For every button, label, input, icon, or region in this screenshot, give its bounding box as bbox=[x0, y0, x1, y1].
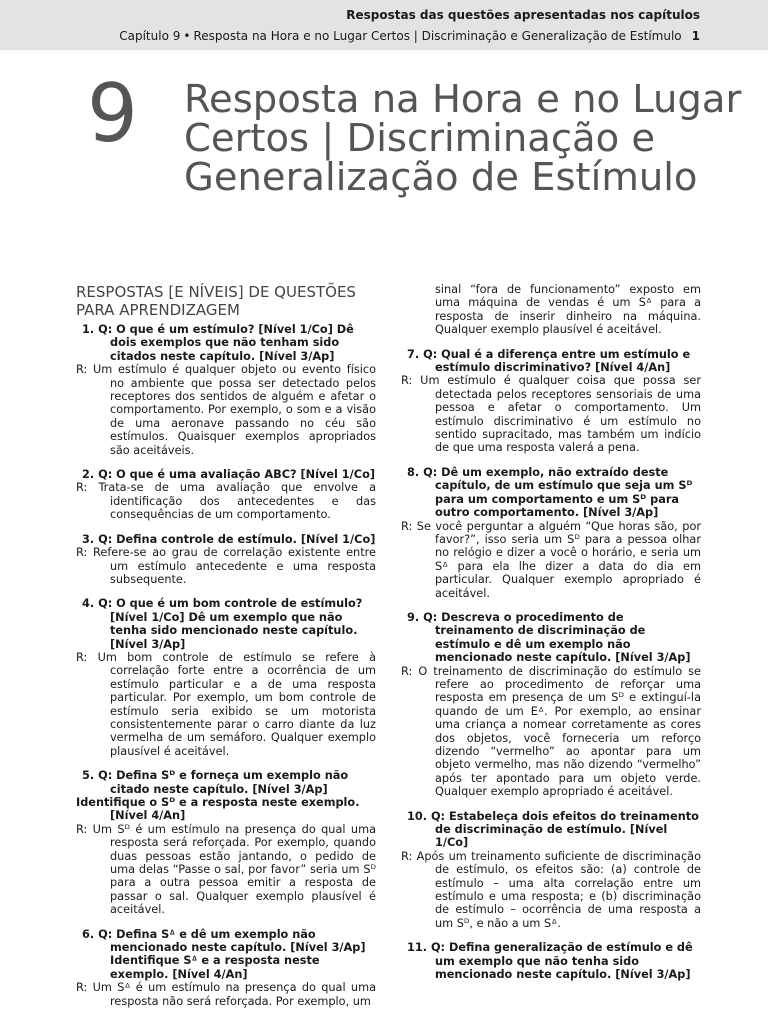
question-3: 3. Q: Defina controle de estímulo. [Nível 1/Co] bbox=[82, 532, 376, 546]
question-4: 4. Q: O que é um bom controle de estímulo? [Nível 1/Co] Dê um exemplo que não tenha sido mencionado neste capítulo. [Nível 3/Ap] bbox=[82, 597, 363, 651]
running-header-chapter bbox=[119, 29, 700, 43]
question-8: 8. Q: Dê um exemplo, não extraído deste capítulo, de um estímulo que seja um Sᴰ para um comportamento e um Sᴰ para outro comportamento. [Nível 3/Ap] bbox=[407, 465, 693, 520]
question-10: 10. Q: Estabeleça dois efeitos do treinamento de discriminação de estímulo. [Nível 1/Co] bbox=[407, 809, 699, 850]
qa-item-2 bbox=[76, 468, 376, 522]
qa-item-11 bbox=[401, 941, 701, 981]
answer-3: R: Refere-se ao grau de correlação existente entre um estímulo antecedente e uma resposta subsequente. bbox=[76, 546, 376, 586]
qa-item-4 bbox=[76, 597, 376, 758]
left-column bbox=[76, 283, 376, 1019]
chapter-number: 9 bbox=[87, 67, 138, 160]
header-bullet: • bbox=[183, 29, 191, 43]
qa-item-1 bbox=[76, 323, 376, 457]
question-9: 9. Q: Descreva o procedimento de treinamento de discriminação de estímulo e dê um exemplo não mencionado neste capítulo. [Nível 3/Ap] bbox=[407, 610, 691, 665]
answer-2: R: Trata-se de uma avaliação que envolve a identificação dos antecedentes e das consequências de um comportamento. bbox=[76, 481, 376, 522]
question-5-part-2: Identifique o Sᴰ e a resposta neste exemplo. [Nível 4/An] bbox=[76, 796, 360, 823]
running-header-title: Respostas das questões apresentadas nos capítulos bbox=[346, 8, 700, 22]
qa-item-9 bbox=[401, 611, 701, 799]
header-chapter-ref: Capítulo 9 bbox=[119, 29, 181, 43]
answer-8: R: Se você perguntar a alguém “Que horas são, por favor?”, isso seria um Sᴰ para a pessoa olhar no relógio e dizer a você o horário, e seria um Sᐞ para ela lhe dizer a data do dia em particular. Qualquer exemplo apropriado é aceitável. bbox=[401, 519, 701, 600]
qa-item-5 bbox=[76, 769, 376, 916]
question-1: 1. Q: O que é um estímulo? [Nível 1/Co] Dê dois exemplos que não tenham sido citados neste capítulo. [Nível 3/Ap] bbox=[82, 323, 354, 363]
question-6: 6. Q: Defina Sᐞ e dê um exemplo não mencionado neste capítulo. [Nível 3/Ap] Identifique Sᐞ e a resposta neste exemplo. [Nível 4/An] bbox=[82, 927, 366, 981]
qa-item-8 bbox=[401, 466, 701, 600]
answer-6-continuation-block bbox=[401, 283, 701, 337]
qa-item-3 bbox=[76, 533, 376, 587]
answer-1: R: Um estímulo é qualquer objeto ou evento físico no ambiente que possa ser detectado pelos receptores dos sentidos de alguém e afetar o comportamento. Por exemplo, o som e a visão de uma aeronave passando no céu são estímulos. Quaisquer exemplos apropriados são aceitáveis. bbox=[76, 363, 376, 457]
answer-4: R: Um bom controle de estímulo se refere à correlação forte entre a ocorrência de um estímulo particular e a de uma resposta particular. Por exemplo, um bom controle de estímulo seria exibido se um motorista consistentemente parar o carro diante da luz vermelha de um semáforo. Qualquer exemplo plausível é aceitável. bbox=[76, 650, 376, 758]
qa-item-10 bbox=[401, 810, 701, 931]
section-title: RESPOSTAS [E NÍVEIS] DE QUESTÕES PARA APRENDIZAGEM bbox=[76, 283, 356, 319]
answer-7: R: Um estímulo é qualquer coisa que possa ser detectada pelos receptores sensoriais de uma pessoa e afetar o comportamento. Um estímulo discriminativo é um estímulo no sentido supracitado, mas também um indício de que uma resposta valerá a pena. bbox=[401, 374, 701, 455]
question-7: 7. Q: Qual é a diferença entre um estímulo e estímulo discriminativo? [Nível 4/An] bbox=[407, 347, 691, 375]
header-chapter-title: Resposta na Hora e no Lugar Certos | Discriminação e Generalização de Estímulo bbox=[193, 29, 682, 43]
answer-6: R: Um Sᐞ é um estímulo na presença do qual uma resposta não será reforçada. Por exemplo, um bbox=[76, 981, 376, 1008]
answer-9: R: O treinamento de discriminação do estímulo se refere ao procedimento de reforçar uma resposta em presença de um Sᴰ e extinguí-la quando de um Eᐞ. Por exemplo, ao ensinar uma criança a nomear corretamente as cores dos objetos, você forneceria um reforço dizendo “vermelho” ao apontar para um objeto vermelho, mas não dizendo “vermelho” após ter apontado para um objeto verde. Qualquer exemplo apropriado é aceitável. bbox=[401, 664, 701, 799]
question-5: 5. Q: Defina Sᴰ e forneça um exemplo não citado neste capítulo. [Nível 3/Ap] bbox=[82, 769, 349, 796]
qa-item-6 bbox=[76, 928, 376, 1008]
answer-5: R: Um Sᴰ é um estímulo na presença do qual uma resposta será reforçada. Por exemplo, quando duas pessoas estão jantando, o pedido de uma delas “Passe o sal, por favor” seria um Sᴰ para a outra pessoa emitir a resposta de passar o sal. Qualquer exemplo plausível é aceitável. bbox=[76, 822, 376, 917]
qa-item-7 bbox=[401, 348, 701, 455]
right-column bbox=[401, 283, 701, 993]
question-2: 2. Q: O que é uma avaliação ABC? [Nível 1/Co] bbox=[82, 468, 376, 482]
question-11: 11. Q: Defina generalização de estímulo e dê um exemplo que não tenha sido mencionado neste capítulo. [Nível 3/Ap] bbox=[407, 941, 693, 982]
chapter-title: Resposta na Hora e no Lugar Certos | Discriminação e Generalização de Estímulo bbox=[184, 77, 742, 200]
page-number: 1 bbox=[691, 29, 700, 43]
answer-6-continuation: sinal “fora de funcionamento” exposto em uma máquina de vendas é um Sᐞ para a resposta de inserir dinheiro na máquina. Qualquer exemplo plausível é aceitável. bbox=[435, 283, 701, 337]
answer-10: R: Após um treinamento suficiente de discriminação de estímulo, os efeitos são: (a) controle de estímulo – uma alta correlação entre um estímulo e uma resposta; e (b) discriminação de estímulo – ocorrência de uma resposta a um Sᴰ, e não a um Sᐞ. bbox=[401, 849, 701, 930]
